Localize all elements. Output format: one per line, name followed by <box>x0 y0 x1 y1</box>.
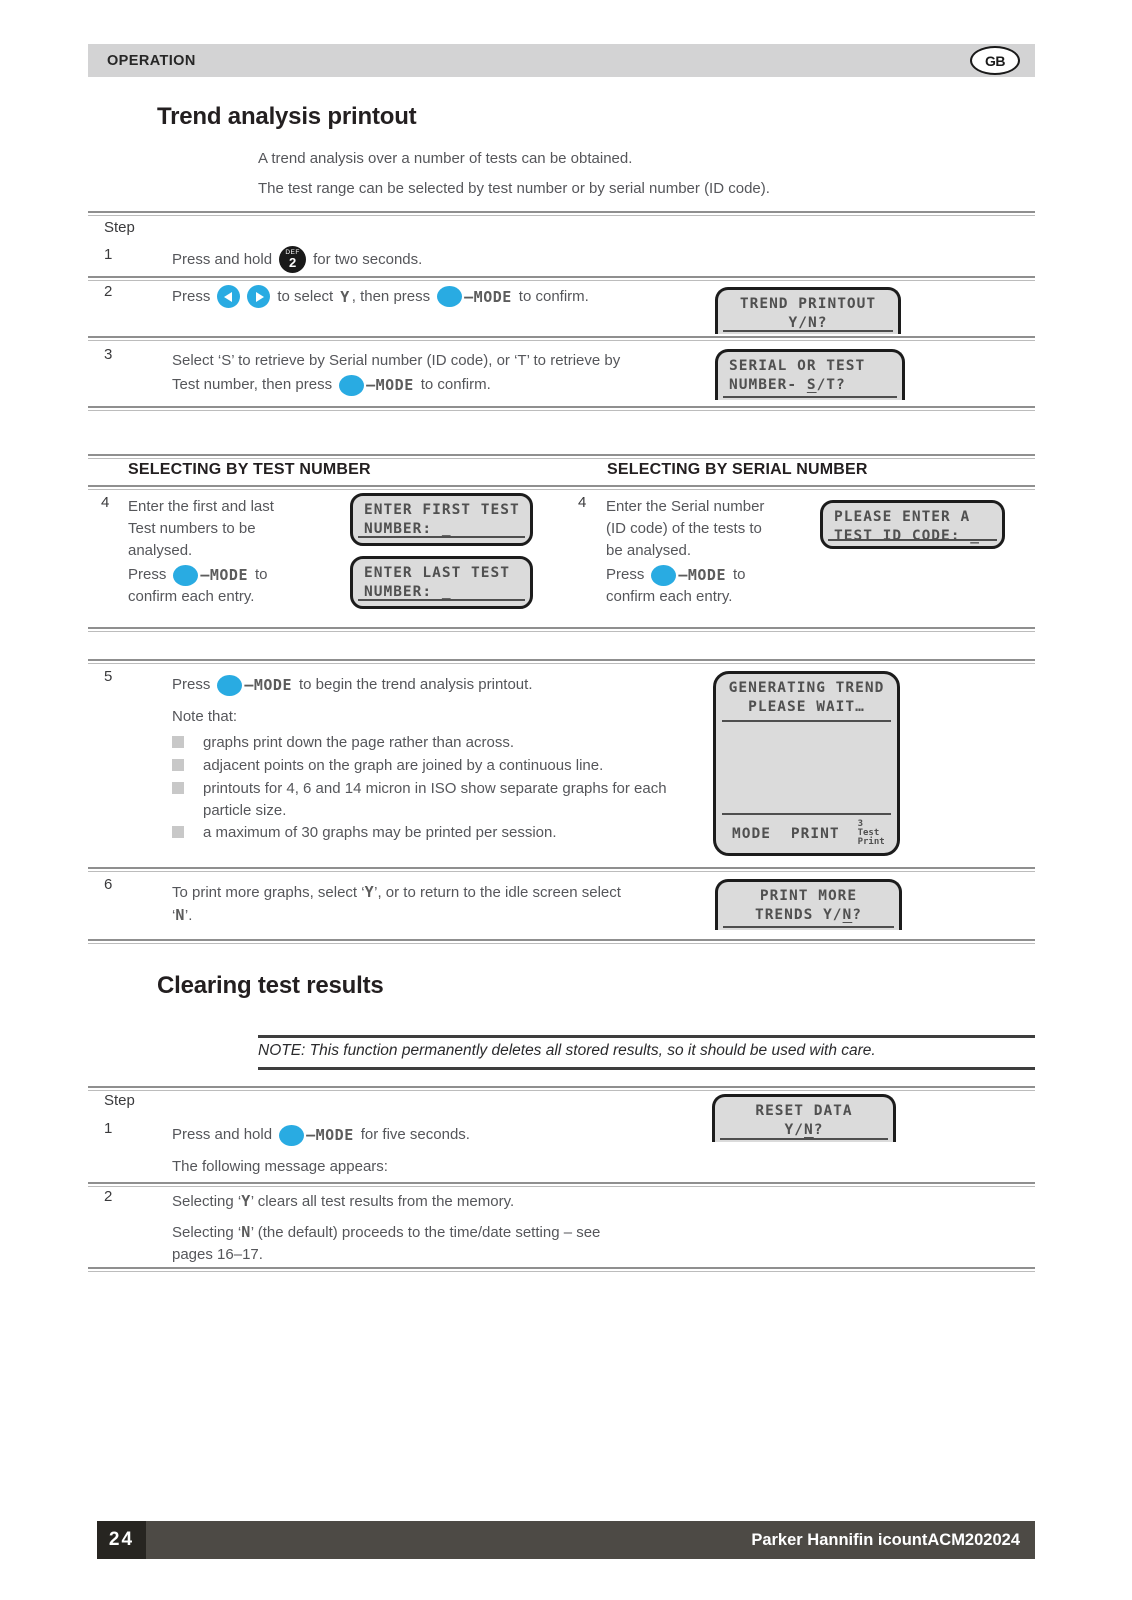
note-text: NOTE: This function permanently deletes all stored results, so it should be used with care. <box>258 1042 876 1059</box>
lcd-print-more-trends: PRINT MORE TRENDS Y/N? <box>715 879 902 930</box>
bullet-item: a maximum of 30 graphs may be printed per session. <box>172 822 692 844</box>
mode-key-icon <box>173 565 198 586</box>
footer-document-title: Parker Hannifin icountACM202024 <box>751 1530 1020 1549</box>
intro-line-1: A trend analysis over a number of tests can be obtained. <box>258 150 633 167</box>
step-number: 4 <box>101 494 110 511</box>
bullet-item: adjacent points on the graph are joined by a continuous line. <box>172 755 692 777</box>
select-test-press: Press –MODE to confirm each entry. <box>128 566 268 605</box>
lcd-small-text: 3 Test Print <box>857 819 885 847</box>
lcd-edge-line <box>723 926 894 928</box>
arrow-right-key-icon <box>247 285 270 308</box>
select-test-desc: Enter the first and last Test numbers to be analysed. <box>128 498 274 559</box>
divider <box>88 485 1035 490</box>
step-number: 6 <box>104 876 113 893</box>
mode-key-icon <box>437 286 462 307</box>
divider <box>88 276 1035 281</box>
mode-label: –MODE <box>200 566 248 584</box>
lcd-edge-line <box>358 599 525 601</box>
left-triangle-icon <box>224 292 232 302</box>
clearing-step-2-line-1: Selecting ‘Y’ clears all test results from the memory. <box>172 1192 515 1210</box>
lcd-edge-line <box>723 330 893 332</box>
note-that-label: Note that: <box>172 708 238 725</box>
step-number: 4 <box>578 494 587 511</box>
page-number: 24 <box>97 1521 146 1559</box>
header-bar <box>88 44 1035 77</box>
divider <box>88 1086 1035 1091</box>
language-badge: GB <box>970 46 1020 75</box>
section-title: OPERATION <box>107 52 196 69</box>
divider <box>88 211 1035 216</box>
mode-label: –MODE <box>366 376 414 394</box>
right-triangle-icon <box>256 292 264 302</box>
step-5-text: Press –MODE to begin the trend analysis printout. <box>172 676 533 694</box>
step-number: 1 <box>104 246 113 263</box>
lcd-char-y: Y <box>340 287 350 306</box>
lcd-reset-data: RESET DATA Y/N? <box>712 1094 896 1142</box>
mode-key-icon <box>217 675 242 696</box>
lcd-edge-line <box>828 539 997 541</box>
lcd-generating-trend: GENERATING TREND PLEASE WAIT… MODE PRINT 3 Test Print <box>713 671 900 856</box>
step-number: 2 <box>104 1188 113 1205</box>
mode-key-icon <box>279 1125 304 1146</box>
divider <box>88 867 1035 872</box>
lcd-trend-printout: TREND PRINTOUT Y/N? <box>715 287 901 334</box>
lcd-char-n: N <box>241 1223 251 1241</box>
mode-label: –MODE <box>244 676 292 694</box>
page-title-clearing: Clearing test results <box>157 972 384 999</box>
bullet-square-icon <box>172 736 184 748</box>
bullet-item: printouts for 4, 6 and 14 micron in ISO show separate graphs for each particle size. <box>172 778 684 822</box>
clearing-step-1-follow: The following message appears: <box>172 1158 388 1175</box>
note-bottom-line <box>258 1067 1035 1070</box>
divider <box>88 336 1035 341</box>
heading-select-by-serial: SELECTING BY SERIAL NUMBER <box>607 461 868 478</box>
select-serial-desc: Enter the Serial number (ID code) of the tests to be analysed. <box>606 498 765 559</box>
lcd-edge-line <box>358 536 525 538</box>
mode-label: –MODE <box>464 287 512 306</box>
mode-key-icon <box>339 375 364 396</box>
lcd-char-y: Y <box>241 1192 251 1210</box>
def-2-key-icon: DEF 2 <box>279 246 306 273</box>
divider <box>88 406 1035 411</box>
divider <box>88 659 1035 664</box>
select-serial-press: Press –MODE to confirm each entry. <box>606 566 746 605</box>
bullet-square-icon <box>172 782 184 794</box>
lcd-char-y: Y <box>364 883 375 901</box>
mode-label: –MODE <box>306 1126 354 1144</box>
lcd-char-n: N <box>175 906 185 924</box>
step-2-text: Press to select Y , then press –MODE to confirm. <box>172 285 589 308</box>
lcd-enter-id-code: PLEASE ENTER A TEST ID CODE: _ <box>820 500 1005 549</box>
divider <box>88 939 1035 944</box>
lcd-separator-line <box>722 720 891 722</box>
lcd-enter-last-test: ENTER LAST TEST NUMBER: _ <box>350 556 533 609</box>
page-title-trend: Trend analysis printout <box>157 103 417 130</box>
lcd-edge-line <box>723 396 897 398</box>
mode-key-icon <box>651 565 676 586</box>
divider <box>88 1267 1035 1272</box>
step-column-label: Step <box>104 219 135 236</box>
step-1-text: Press and hold DEF 2 for two seconds. <box>172 246 422 273</box>
footer-bar <box>97 1521 1035 1559</box>
bullet-square-icon <box>172 826 184 838</box>
note-top-line <box>258 1035 1035 1038</box>
divider <box>88 1182 1035 1187</box>
bullet-square-icon <box>172 759 184 771</box>
clearing-step-1-text: Press and hold –MODE for five seconds. <box>172 1126 470 1144</box>
arrow-left-key-icon <box>217 285 240 308</box>
bullet-item: graphs print down the page rather than across. <box>172 732 692 754</box>
lcd-edge-line <box>720 1138 888 1140</box>
mode-label: –MODE <box>678 566 726 584</box>
clearing-step-2-line-2: Selecting ‘N’ (the default) proceeds to the time/date setting – see pages 16–17. <box>172 1223 601 1263</box>
step-number: 5 <box>104 668 113 685</box>
divider <box>88 454 1035 459</box>
step-number: 1 <box>104 1120 113 1137</box>
lcd-serial-or-test: SERIAL OR TEST NUMBER- S/T? <box>715 349 905 400</box>
lcd-enter-first-test: ENTER FIRST TEST NUMBER: _ <box>350 493 533 546</box>
step-column-label: Step <box>104 1092 135 1109</box>
step-3-text: Select ‘S’ to retrieve by Serial number (ID code), or ‘T’ to retrieve by Test number, then press –MODE to confirm. <box>172 352 621 394</box>
divider <box>88 627 1035 632</box>
step-number: 2 <box>104 283 113 300</box>
step-6-text: To print more graphs, select ‘Y’, or to return to the idle screen select ‘N’. <box>172 883 621 924</box>
intro-line-2: The test range can be selected by test number or by serial number (ID code). <box>258 180 770 197</box>
heading-select-by-test: SELECTING BY TEST NUMBER <box>128 461 371 478</box>
step-number: 3 <box>104 346 113 363</box>
